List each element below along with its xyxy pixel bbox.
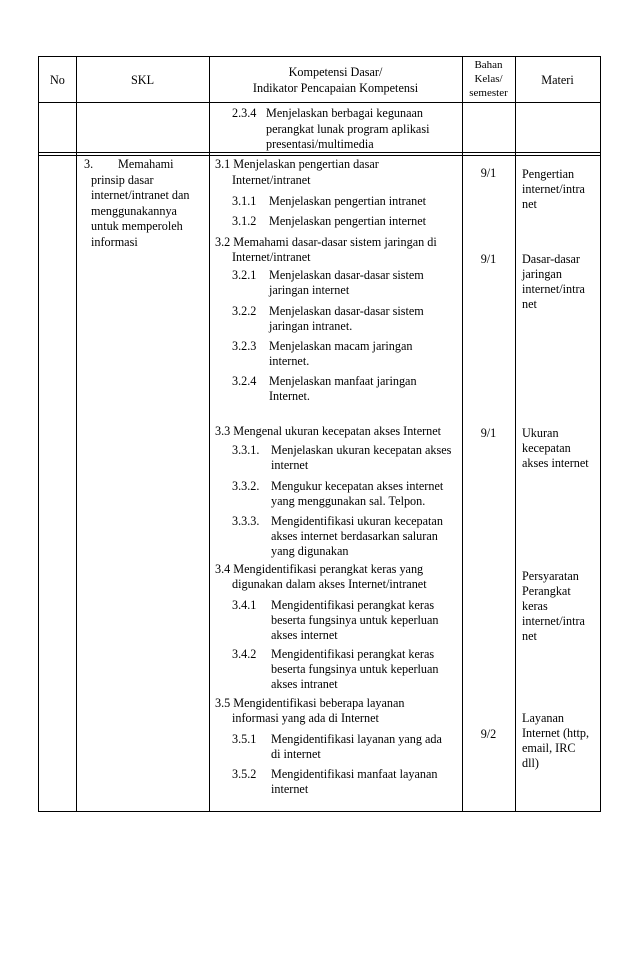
indicator-number: 3.3.2.	[232, 479, 260, 493]
indicator-number: 3.2.3	[232, 339, 257, 353]
indicator-text: internet.	[269, 354, 310, 368]
indicator-text: Mengidentifikasi perangkat keras	[271, 647, 435, 661]
header-kd-line1: Kompetensi Dasar/	[288, 65, 383, 79]
indicator-number: 3.2.2	[232, 304, 257, 318]
indicator-number: 3.3.1.	[232, 443, 260, 457]
materi-text: dll)	[522, 756, 539, 770]
header-skl: SKL	[130, 73, 155, 87]
kd-title: digunakan dalam akses Internet/intranet	[232, 577, 427, 591]
materi-text: internet/intra	[522, 282, 585, 296]
indicator-text: perangkat lunak program aplikasi	[266, 122, 430, 136]
indicator-text: jaringan intranet.	[269, 319, 353, 333]
indicator-text: Mengidentifikasi ukuran kecepatan	[271, 514, 443, 528]
indicator-text: Mengidentifikasi perangkat keras	[271, 598, 435, 612]
indicator-number: 2.3.4	[232, 106, 257, 120]
indicator-text: Menjelaskan ukuran kecepatan akses	[271, 443, 452, 457]
indicator-text: Mengukur kecepatan akses internet	[271, 479, 444, 493]
materi-text: internet/intra	[522, 182, 585, 196]
indicator-number: 3.5.1	[232, 732, 257, 746]
indicator-text: Mengidentifikasi manfaat layanan	[271, 767, 438, 781]
indicator-number: 3.1.2	[232, 214, 257, 228]
indicator-text: Menjelaskan macam jaringan	[269, 339, 413, 353]
indicator-text: akses intranet	[271, 677, 338, 691]
header-no: No	[50, 73, 65, 87]
column-border	[38, 56, 39, 811]
indicator-text: internet	[271, 458, 309, 472]
indicator-number: 3.2.1	[232, 268, 257, 282]
header-bahan-line2: Kelas/	[474, 73, 503, 85]
indicator-number: 3.3.3.	[232, 514, 260, 528]
table-top-border	[38, 56, 601, 57]
kd-title: informasi yang ada di Internet	[232, 711, 379, 725]
kd-title: 3.5 Mengidentifikasi beberapa layanan	[215, 696, 405, 710]
indicator-text: Mengidentifikasi layanan yang ada	[271, 732, 442, 746]
indicator-text: akses internet berdasarkan saluran	[271, 529, 438, 543]
materi-text: Dasar-dasar	[522, 252, 580, 266]
materi-text: jaringan	[522, 267, 562, 281]
kelas-value: 9/1	[480, 252, 497, 266]
indicator-text: Menjelaskan pengertian internet	[269, 214, 427, 228]
kd-title: 3.3 Mengenal ukuran kecepatan akses Internet	[215, 424, 442, 438]
indicator-text: di internet	[271, 747, 321, 761]
materi-text: Internet (http,	[522, 726, 590, 740]
indicator-text: Menjelaskan dasar-dasar sistem	[269, 304, 424, 318]
indicator-text: presentasi/multimedia	[266, 137, 374, 151]
skl-text: prinsip dasar	[91, 173, 154, 187]
column-border	[209, 56, 210, 811]
indicator-text: beserta fungsinya untuk keperluan	[271, 662, 439, 676]
materi-text: net	[522, 197, 537, 211]
row-divider	[38, 152, 601, 153]
row-divider-double	[38, 155, 601, 156]
column-border	[515, 56, 516, 811]
skl-text: menggunakannya	[91, 204, 177, 218]
header-bottom-border	[38, 102, 601, 103]
indicator-text: beserta fungsinya untuk keperluan	[271, 613, 439, 627]
header-bahan-line3: semester	[469, 87, 508, 99]
materi-text: Ukuran	[522, 426, 559, 440]
indicator-number: 3.5.2	[232, 767, 257, 781]
kelas-value: 9/2	[480, 727, 497, 741]
skl-text: internet/intranet dan	[91, 188, 190, 202]
materi-text: keras	[522, 599, 548, 613]
kd-title: Internet/intranet	[232, 250, 311, 264]
header-kd-line2: Indikator Pencapaian Kompetensi	[252, 81, 419, 95]
indicator-text: yang digunakan	[271, 544, 349, 558]
materi-text: kecepatan	[522, 441, 571, 455]
kd-title: 3.1 Menjelaskan pengertian dasar	[215, 157, 379, 171]
skl-text: informasi	[91, 235, 138, 249]
header-materi: Materi	[541, 73, 574, 87]
indicator-text: Menjelaskan berbagai kegunaan	[266, 106, 424, 120]
indicator-text: Menjelaskan manfaat jaringan	[269, 374, 417, 388]
indicator-text: internet	[271, 782, 309, 796]
indicator-text: Menjelaskan dasar-dasar sistem	[269, 268, 424, 282]
skl-number: 3.	[84, 157, 94, 171]
indicator-text: Menjelaskan pengertian intranet	[269, 194, 427, 208]
table-bottom-border	[38, 811, 601, 812]
indicator-number: 3.4.1	[232, 598, 257, 612]
kelas-value: 9/1	[480, 166, 497, 180]
kd-title: Internet/intranet	[232, 173, 311, 187]
materi-text: Pengertian	[522, 167, 575, 181]
skl-text: untuk memperoleh	[91, 219, 183, 233]
column-border	[76, 56, 77, 811]
indicator-number: 3.1.1	[232, 194, 257, 208]
materi-text: email, IRC	[522, 741, 576, 755]
skl-text: Memahami	[118, 157, 174, 171]
kd-title: 3.2 Memahami dasar-dasar sistem jaringan di	[215, 235, 437, 249]
materi-text: net	[522, 297, 537, 311]
indicator-number: 3.4.2	[232, 647, 257, 661]
kd-title: 3.4 Mengidentifikasi perangkat keras yang	[215, 562, 424, 576]
kelas-value: 9/1	[480, 426, 497, 440]
indicator-text: yang menggunakan sal. Telpon.	[271, 494, 426, 508]
header-bahan-line1: Bahan	[474, 59, 503, 71]
indicator-text: jaringan internet	[269, 283, 350, 297]
materi-text: net	[522, 629, 537, 643]
column-border	[600, 56, 601, 811]
materi-text: internet/intra	[522, 614, 585, 628]
materi-text: akses internet	[522, 456, 589, 470]
materi-text: Persyaratan	[522, 569, 579, 583]
indicator-number: 3.2.4	[232, 374, 257, 388]
materi-text: Layanan	[522, 711, 564, 725]
indicator-text: Internet.	[269, 389, 310, 403]
materi-text: Perangkat	[522, 584, 571, 598]
indicator-text: akses internet	[271, 628, 338, 642]
